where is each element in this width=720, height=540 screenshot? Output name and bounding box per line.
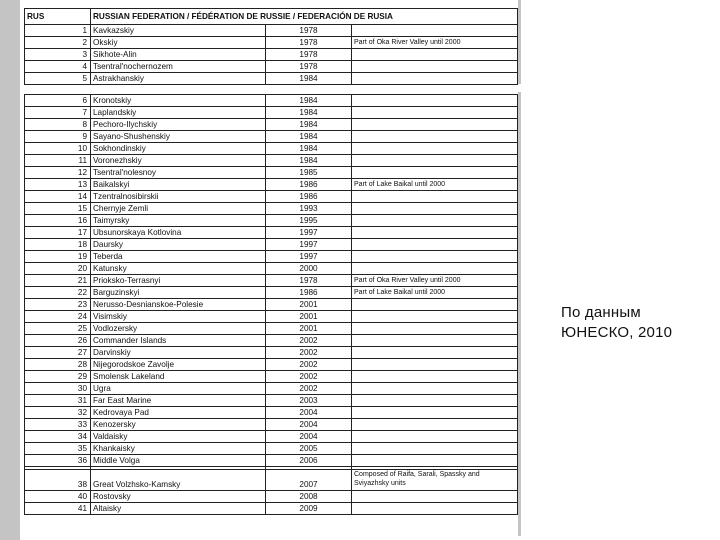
designation-year: 1978 — [266, 61, 352, 73]
row-number: 17 — [25, 227, 91, 239]
reserve-name: Pechoro-Ilychskiy — [91, 119, 266, 131]
reserve-name: Prioksko-Terrasnyi — [91, 275, 266, 287]
table-row — [25, 371, 518, 383]
reserve-name: Tzentralnosibirskii — [91, 191, 266, 203]
table-row — [25, 61, 518, 73]
left-shadow-bottom — [0, 92, 20, 540]
table-fragment-bottom — [24, 94, 517, 515]
reserve-name: Great Volzhsko-Kamsky — [91, 470, 266, 491]
table-row — [25, 25, 518, 37]
source-caption — [561, 303, 672, 343]
row-number: 38 — [25, 470, 91, 491]
table-row — [25, 431, 518, 443]
reserve-note — [352, 455, 518, 467]
table-row — [25, 155, 518, 167]
reserve-note — [352, 263, 518, 275]
reserve-name: Okskiy — [91, 37, 266, 49]
table-row — [25, 335, 518, 347]
designation-year: 2009 — [266, 503, 352, 515]
row-number: 19 — [25, 251, 91, 263]
reserve-name: Sikhote-Alin — [91, 49, 266, 61]
table-row — [25, 395, 518, 407]
reserve-name: Ubsunorskaya Kotlovina — [91, 227, 266, 239]
table-row — [25, 167, 518, 179]
row-number: 13 — [25, 179, 91, 191]
reserve-note — [352, 431, 518, 443]
reserve-note — [352, 143, 518, 155]
table-row — [25, 239, 518, 251]
reserve-name: Commander Islands — [91, 335, 266, 347]
table-row — [25, 323, 518, 335]
reserve-name: Visimskiy — [91, 311, 266, 323]
reserve-note — [352, 203, 518, 215]
designation-year: 2001 — [266, 311, 352, 323]
table-row — [25, 383, 518, 395]
table-row — [25, 49, 518, 61]
caption-line-2: ЮНЕСКО, 2010 — [561, 324, 673, 341]
table-row — [25, 203, 518, 215]
reserve-note — [352, 251, 518, 263]
reserve-note: Part of Oka River Valley until 2000 — [352, 37, 518, 49]
designation-year: 1997 — [266, 227, 352, 239]
table-row — [25, 131, 518, 143]
reserve-note — [352, 395, 518, 407]
row-number: 11 — [25, 155, 91, 167]
reserve-name: Voronezhskiy — [91, 155, 266, 167]
reserve-note — [352, 491, 518, 503]
reserve-name: Valdaisky — [91, 431, 266, 443]
row-number: 15 — [25, 203, 91, 215]
table-row — [25, 407, 518, 419]
reserve-name: Teberda — [91, 251, 266, 263]
reserve-name: Astrakhanskiy — [91, 73, 266, 85]
reserve-note — [352, 191, 518, 203]
reserve-note — [352, 347, 518, 359]
reserve-name: Sokhondinskiy — [91, 143, 266, 155]
reserve-note — [352, 239, 518, 251]
country-header: RUSSIAN FEDERATION / FÉDÉRATION DE RUSSIE / FEDERACIÓN DE RUSIA — [91, 9, 518, 25]
designation-year: 1985 — [266, 167, 352, 179]
reserve-name: Far East Marine — [91, 395, 266, 407]
reserve-note — [352, 407, 518, 419]
designation-year: 1984 — [266, 107, 352, 119]
table-row — [25, 263, 518, 275]
table-row — [25, 455, 518, 467]
designation-year: 1993 — [266, 203, 352, 215]
reserve-name: Khankaisky — [91, 443, 266, 455]
designation-year: 1978 — [266, 275, 352, 287]
reserve-name: Darvinskiy — [91, 347, 266, 359]
reserve-note — [352, 335, 518, 347]
reserve-note — [352, 119, 518, 131]
row-number: 9 — [25, 131, 91, 143]
country-code: RUS — [25, 9, 91, 25]
reserve-note — [352, 95, 518, 107]
designation-year: 1978 — [266, 49, 352, 61]
table-row — [25, 191, 518, 203]
row-number: 34 — [25, 431, 91, 443]
reserve-name: Laplandskiy — [91, 107, 266, 119]
reserve-name: Kedrovaya Pad — [91, 407, 266, 419]
designation-year: 1997 — [266, 251, 352, 263]
designation-year: 1978 — [266, 25, 352, 37]
row-number: 24 — [25, 311, 91, 323]
designation-year: 2002 — [266, 371, 352, 383]
reserve-note — [352, 359, 518, 371]
designation-year: 2004 — [266, 407, 352, 419]
reserve-name: Barguzinskyi — [91, 287, 266, 299]
reserve-name: Kavkazskiy — [91, 25, 266, 37]
left-shadow-top — [0, 0, 20, 92]
row-number: 20 — [25, 263, 91, 275]
row-number: 30 — [25, 383, 91, 395]
designation-year: 1978 — [266, 37, 352, 49]
designation-year: 1986 — [266, 287, 352, 299]
designation-year: 1997 — [266, 239, 352, 251]
table-header-row — [25, 9, 518, 25]
designation-year: 2002 — [266, 347, 352, 359]
table-row — [25, 287, 518, 299]
designation-year: 1986 — [266, 191, 352, 203]
reserve-name: Katunsky — [91, 263, 266, 275]
reserve-note — [352, 323, 518, 335]
reserve-name: Chernyje Zemli — [91, 203, 266, 215]
reserve-note: Part of Lake Baikal until 2000 — [352, 179, 518, 191]
reserve-name: Kronotskiy — [91, 95, 266, 107]
designation-year: 2004 — [266, 431, 352, 443]
designation-year: 2007 — [266, 470, 352, 491]
row-number: 35 — [25, 443, 91, 455]
row-number: 3 — [25, 49, 91, 61]
reserve-name: Nijegorodskoe Zavolje — [91, 359, 266, 371]
row-number: 10 — [25, 143, 91, 155]
row-number: 22 — [25, 287, 91, 299]
table-row — [25, 299, 518, 311]
row-number: 1 — [25, 25, 91, 37]
row-number: 4 — [25, 61, 91, 73]
reserve-note — [352, 131, 518, 143]
reserve-name: Rostovsky — [91, 491, 266, 503]
table-row — [25, 503, 518, 515]
designation-year: 1986 — [266, 179, 352, 191]
reserve-note — [352, 25, 518, 37]
table-fragment-top — [24, 8, 517, 85]
table-row — [25, 419, 518, 431]
row-number: 5 — [25, 73, 91, 85]
table-row — [25, 227, 518, 239]
table-row — [25, 143, 518, 155]
reserve-name: Middle Volga — [91, 455, 266, 467]
reserve-name: Baikalskyi — [91, 179, 266, 191]
row-number: 16 — [25, 215, 91, 227]
designation-year: 1984 — [266, 95, 352, 107]
reserve-note: Part of Lake Baikal until 2000 — [352, 287, 518, 299]
reserve-note — [352, 107, 518, 119]
row-number: 18 — [25, 239, 91, 251]
designation-year: 1984 — [266, 131, 352, 143]
reserve-note — [352, 61, 518, 73]
reserve-name: Tsentral'nolesnoy — [91, 167, 266, 179]
reserve-note — [352, 73, 518, 85]
row-number: 6 — [25, 95, 91, 107]
table-row — [25, 275, 518, 287]
table-row — [25, 251, 518, 263]
row-number: 23 — [25, 299, 91, 311]
reserve-name: Sayano-Shushenskiy — [91, 131, 266, 143]
row-number: 8 — [25, 119, 91, 131]
reserve-note — [352, 215, 518, 227]
designation-year: 1984 — [266, 119, 352, 131]
row-number: 21 — [25, 275, 91, 287]
reserve-name: Nerusso-Desnianskoe-Polesie — [91, 299, 266, 311]
table-row — [25, 311, 518, 323]
table-row — [25, 359, 518, 371]
designation-year: 2003 — [266, 395, 352, 407]
row-number: 40 — [25, 491, 91, 503]
right-shadow-bottom — [518, 92, 521, 536]
designation-year: 2005 — [266, 443, 352, 455]
reserve-note — [352, 443, 518, 455]
designation-year: 2001 — [266, 299, 352, 311]
row-number: 25 — [25, 323, 91, 335]
table-row — [25, 491, 518, 503]
reserve-name: Daursky — [91, 239, 266, 251]
reserve-note — [352, 311, 518, 323]
designation-year: 2006 — [266, 455, 352, 467]
reserve-name: Smolensk Lakeland — [91, 371, 266, 383]
designation-year: 2002 — [266, 359, 352, 371]
reserve-note: Composed of Raifa, Sarali, Spassky and Sviyazhsky units — [352, 470, 518, 491]
row-number: 7 — [25, 107, 91, 119]
biosphere-reserves-table-bottom — [24, 94, 518, 515]
reserve-note — [352, 227, 518, 239]
row-number: 31 — [25, 395, 91, 407]
designation-year: 2008 — [266, 491, 352, 503]
designation-year: 1984 — [266, 143, 352, 155]
reserve-note — [352, 371, 518, 383]
reserve-note: Part of Oka River Valley until 2000 — [352, 275, 518, 287]
reserve-name: Kenozersky — [91, 419, 266, 431]
designation-year: 1984 — [266, 73, 352, 85]
biosphere-reserves-table-top — [24, 8, 518, 85]
reserve-note — [352, 419, 518, 431]
reserve-name: Tsentral'nochernozem — [91, 61, 266, 73]
right-shadow-top — [518, 0, 521, 84]
reserve-note — [352, 503, 518, 515]
row-number: 12 — [25, 167, 91, 179]
row-number: 2 — [25, 37, 91, 49]
row-number: 36 — [25, 455, 91, 467]
table-row — [25, 443, 518, 455]
table-row — [25, 107, 518, 119]
table-row — [25, 470, 518, 491]
designation-year: 2002 — [266, 335, 352, 347]
reserve-note — [352, 167, 518, 179]
row-number: 29 — [25, 371, 91, 383]
reserve-name: Taimyrsky — [91, 215, 266, 227]
row-number: 26 — [25, 335, 91, 347]
table-row — [25, 119, 518, 131]
table-row — [25, 179, 518, 191]
reserve-note — [352, 383, 518, 395]
table-row — [25, 37, 518, 49]
table-row — [25, 73, 518, 85]
row-number: 28 — [25, 359, 91, 371]
row-number: 41 — [25, 503, 91, 515]
table-row — [25, 95, 518, 107]
designation-year: 2001 — [266, 323, 352, 335]
table-row — [25, 347, 518, 359]
reserve-name: Altaisky — [91, 503, 266, 515]
caption-line-1: По данным — [561, 304, 641, 321]
designation-year: 2002 — [266, 383, 352, 395]
row-number: 33 — [25, 419, 91, 431]
reserve-note — [352, 299, 518, 311]
row-number: 32 — [25, 407, 91, 419]
table-row — [25, 215, 518, 227]
designation-year: 2004 — [266, 419, 352, 431]
designation-year: 1984 — [266, 155, 352, 167]
designation-year: 1995 — [266, 215, 352, 227]
row-number: 27 — [25, 347, 91, 359]
reserve-name: Ugra — [91, 383, 266, 395]
row-number: 14 — [25, 191, 91, 203]
reserve-note — [352, 155, 518, 167]
designation-year: 2000 — [266, 263, 352, 275]
reserve-note — [352, 49, 518, 61]
reserve-name: Vodlozersky — [91, 323, 266, 335]
